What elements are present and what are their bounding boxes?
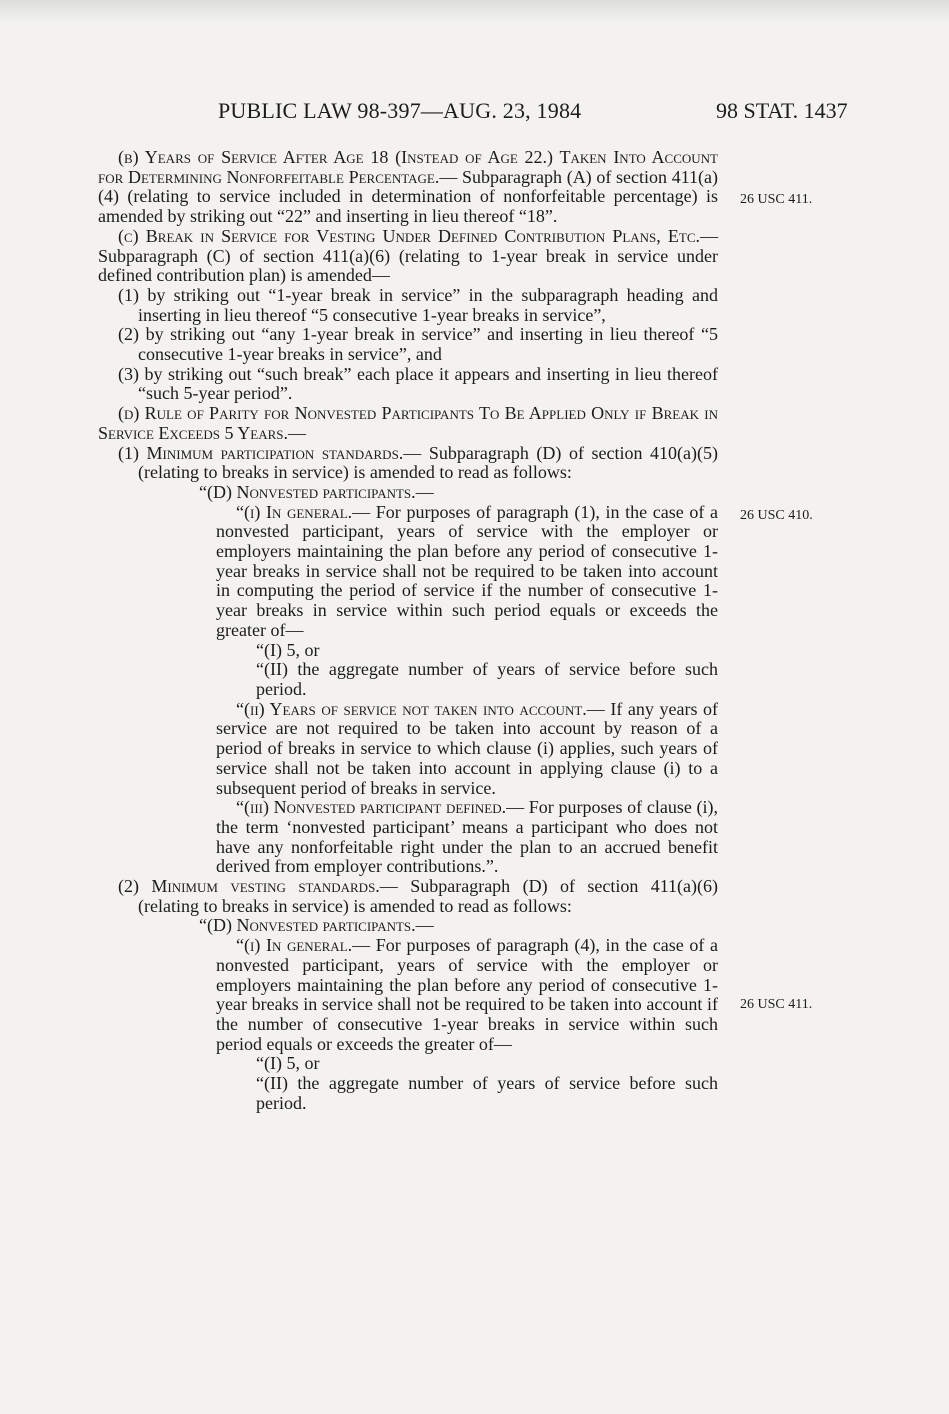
section-d-1-clause-i-heading: “(i) In general.— (236, 501, 371, 522)
section-d-2-clause-i-text: For purposes of paragraph (4), in the case of a nonvested participant, years of service with the employer or employers maintaining the plan before any period of consecutive 1-year breaks in service shall not be required to be taken into account if the number of consecutive 1-year breaks in service within such period equals or exceeds the greater of— (216, 935, 718, 1054)
margin-note-usc-411-a: 26 USC 411. (740, 192, 813, 207)
section-d-1-clause-iii-heading: “(iii) Nonvested participant defined.— (236, 797, 525, 818)
section-d-1-clause-i (98, 503, 718, 641)
margin-note-usc-410: 26 USC 410. (740, 508, 813, 523)
section-c-1: (1) by striking out “1-year break in service” in the subparagraph heading and inserting in lieu thereof “5 consecutive 1-year breaks in service”, (118, 284, 718, 325)
section-d-2-heading: (2) Minimum vesting standards.— (118, 876, 398, 897)
section-d-1 (98, 444, 718, 483)
section-c-2: (2) by striking out “any 1-year break in service” and inserting in lieu thereof “5 consecutive 1-year breaks in service”, and (118, 324, 718, 365)
section-d-1-clause-ii (98, 700, 718, 799)
section-d-1-subclause-I: “(I) 5, or (256, 639, 320, 660)
scan-edge-shadow (0, 0, 949, 22)
section-d-2-clause-i (98, 936, 718, 1054)
section-d-1-D-heading: “(D) Nonvested participants.— (199, 481, 434, 502)
section-d-2-subclause-I: “(I) 5, or (256, 1053, 320, 1074)
section-c (98, 227, 718, 286)
section-b-text: Subparagraph (A) of section 411(a)(4) (relating to service included in determination of nonforfeitable percentage) is amended by striking out “22” and inserting in lieu thereof “18”. (98, 166, 719, 227)
section-c-3: (3) by striking out “such break” each place it appears and inserting in lieu thereof “such 5-year period”. (118, 363, 718, 404)
section-b (98, 148, 718, 227)
section-d-heading (98, 404, 718, 443)
section-d-2-subclause-II: “(II) the aggregate number of years of service before such period. (256, 1073, 718, 1113)
margin-note-usc-411-b: 26 USC 411. (740, 997, 813, 1012)
running-header-title: PUBLIC LAW 98-397—AUG. 23, 1984 (218, 98, 582, 123)
section-d-2-D (98, 916, 718, 936)
section-d-2-D-heading: “(D) Nonvested participants.— (199, 915, 434, 936)
section-d-2-clause-i-heading: “(i) In general.— (236, 935, 371, 956)
section-d-2-text: Subparagraph (D) of section 411(a)(6) (relating to breaks in service) is amended to read as follows: (138, 876, 719, 916)
section-d-1-subclause-II: “(II) the aggregate number of years of service before such period. (256, 659, 718, 699)
section-d-1-D (98, 483, 718, 503)
statute-body (98, 148, 718, 1113)
section-d-1-heading: (1) Minimum participation standards.— (118, 442, 422, 463)
section-b-heading: (b) Years of Service After Age 18 (Instead of Age 22.) Taken Into Account for Determining Nonforfeitable Percentage.— (98, 147, 718, 187)
section-c-heading: (c) Break in Service for Vesting Under Defined Contribution Plans, Etc.— (118, 225, 718, 246)
section-d-1-text: Subparagraph (D) of section 410(a)(5) (relating to breaks in service) is amended to read as follows: (138, 442, 719, 483)
section-d-1-clause-i-text: For purposes of paragraph (1), in the case of a nonvested participant, years of service with the employer or employers maintaining the plan before any period of consecutive 1-year breaks in service shall not be required to be taken into account in computing the period of service if the number of consecutive 1-year breaks in service within such period equals or exceeds the greater of— (216, 501, 718, 640)
section-d-1-clause-iii (98, 798, 718, 877)
section-d-1-clause-ii-heading: “(ii) Years of service not taken into account.— (236, 698, 605, 719)
section-d-1-clause-ii-text: If any years of service are not required to be taken into account by reason of a period of breaks in service to which clause (i) applies, such years of service shall not be taken into account in applying clause (i) to a subsequent period of breaks in service. (216, 698, 719, 798)
section-d-1-clause-iii-text: For purposes of clause (i), the term ‘nonvested participant’ means a participant who does not have any nonforfeitable right under the plan to an accrued benefit derived from employer contributions.”. (216, 797, 719, 877)
running-header-stat-page: 98 STAT. 1437 (716, 98, 848, 123)
section-c-text: Subparagraph (C) of section 411(a)(6) (relating to 1-year break in service under defined contribution plan) is amended— (98, 245, 718, 286)
section-d-2 (98, 877, 718, 916)
section-d-heading-text: (d) Rule of Parity for Nonvested Participants To Be Applied Only if Break in Service Exceeds 5 Years.— (98, 403, 718, 443)
